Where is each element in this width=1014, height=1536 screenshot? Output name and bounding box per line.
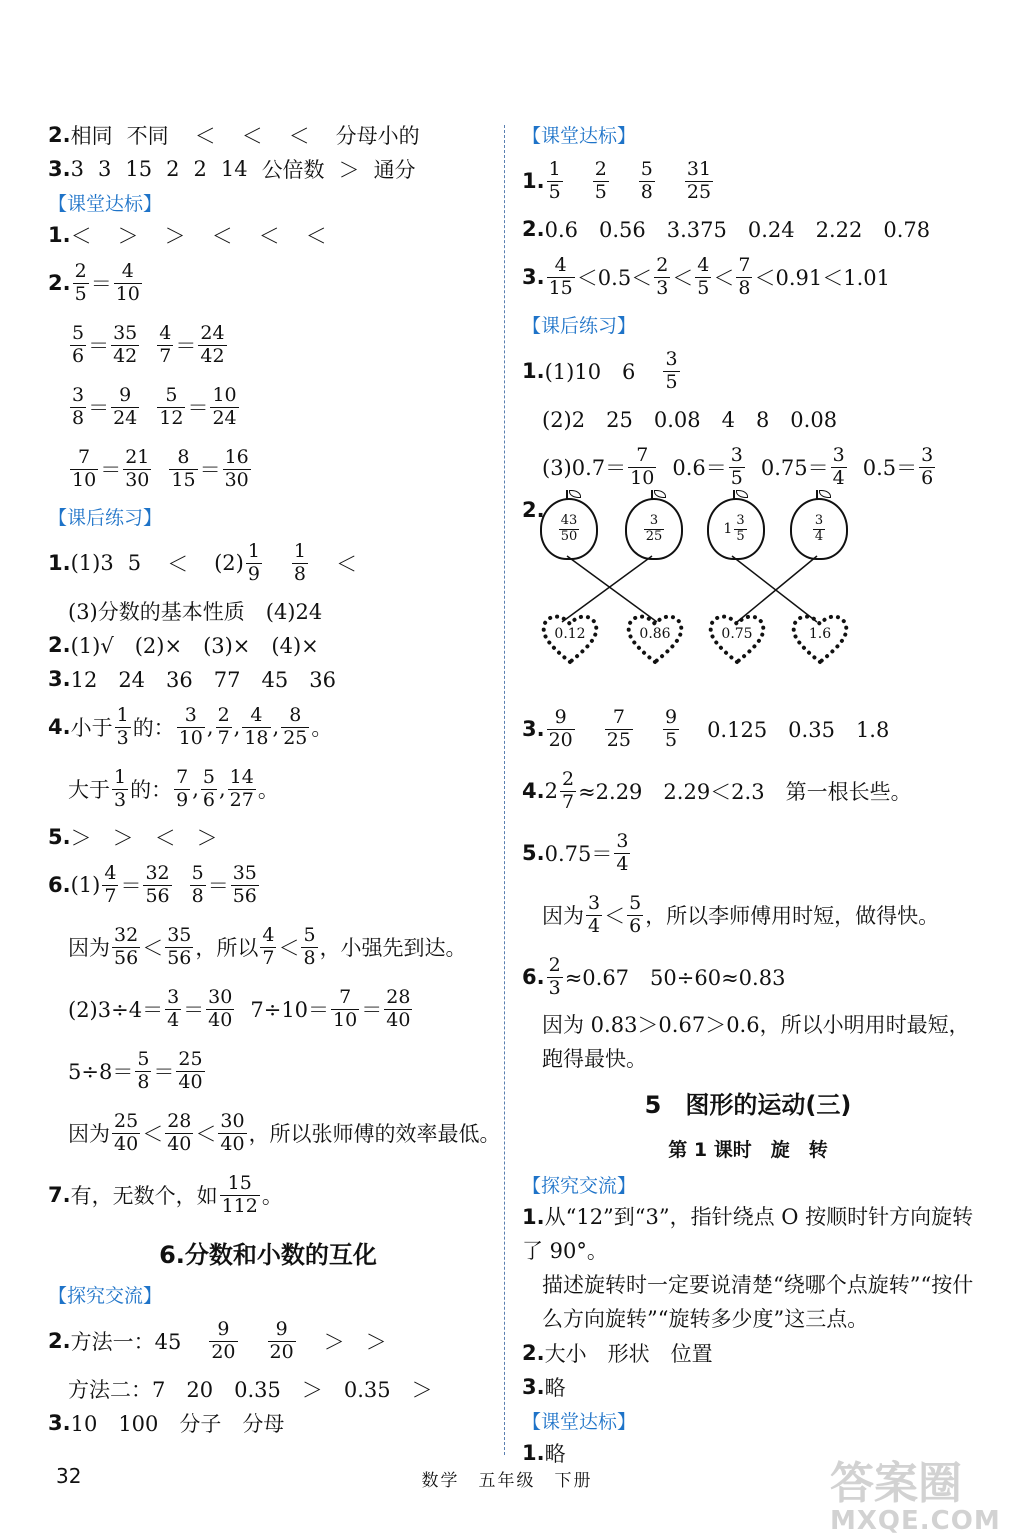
heart-card: 1.6 bbox=[790, 610, 850, 666]
fraction: 7 10 bbox=[630, 443, 655, 489]
fraction: 3 4 bbox=[588, 891, 601, 937]
fraction: 4 7 bbox=[262, 923, 275, 969]
answer-line: 2. 方法一：45 9 20 9 20 ＞ ＞ bbox=[48, 1317, 387, 1363]
fraction: 5 6 bbox=[72, 321, 85, 367]
fraction: 5 6 bbox=[202, 765, 215, 811]
apple-card: 1 3 5 bbox=[707, 498, 765, 560]
left-column bbox=[48, 118, 501, 1440]
fraction: 4 10 bbox=[115, 259, 140, 305]
fraction: 5 6 bbox=[629, 891, 642, 937]
fraction: 3 6 bbox=[921, 443, 934, 489]
fraction: 2 3 bbox=[656, 253, 669, 299]
fraction: 7 8 bbox=[738, 253, 751, 299]
answer-line: 因为 32 56 ＜ 35 56 ，所以 4 7 ＜ 5 8 ，小强先到达。 bbox=[68, 923, 467, 969]
answer-line: (2)3÷4＝ 3 4 ＝ 30 40 7÷10＝ 7 10 ＝ 28 40 bbox=[68, 985, 411, 1031]
matching-diagram: 2. 43 50 3 25 1 3 5 3 4 0.12 0.86 0.75 1.6 bbox=[522, 498, 974, 698]
apple-card: 3 25 bbox=[625, 498, 683, 560]
fraction: 5 8 bbox=[640, 157, 653, 203]
fraction: 9 20 bbox=[548, 705, 573, 751]
answer-line: 6. $\frac{2}{3}$ ≈0.67 50÷60≈0.83 bbox=[522, 953, 786, 999]
fraction: 7 9 bbox=[176, 765, 189, 811]
fraction: 10 24 bbox=[212, 383, 237, 429]
answer-line: 3. 9 20 7 25 9 5 0.125 0.35 1.8 bbox=[522, 705, 890, 751]
page-number: 32 bbox=[56, 1464, 82, 1488]
fraction: 5 8 bbox=[137, 1047, 150, 1093]
fraction: 1 3 bbox=[116, 703, 129, 749]
chapter-heading: 5 图形的运动(三) bbox=[644, 1090, 852, 1119]
fraction: 1 5 bbox=[548, 157, 561, 203]
fraction: 30 40 bbox=[220, 1109, 245, 1155]
fraction: 9 20 bbox=[269, 1317, 294, 1363]
fraction: 3 5 bbox=[665, 347, 678, 393]
fraction: 3 8 bbox=[72, 383, 85, 429]
answer-paragraph: 描述旋转时一定要说清楚“绕哪个点旋转”“按什么方向旋转”“旋转多少度”这三点。 bbox=[542, 1273, 974, 1331]
answer-line: 3. 4 15 ＜0.5＜ 2 3 ＜ 4 5 ＜ 7 8 ＜0.91＜1.01 bbox=[522, 253, 890, 299]
lesson-heading: 第 1 课时 旋 转 bbox=[668, 1138, 828, 1161]
answer-line: 1. 1 5 2 5 5 8 31 25 bbox=[522, 157, 712, 203]
answer-line: 3. 3 3 15 2 2 14 公倍数 ＞ 通分 bbox=[48, 157, 416, 182]
answer-line: 大于 1 3 的： 7 9 , 5 6 , 14 27 。 bbox=[68, 765, 279, 811]
stem-icon bbox=[816, 490, 818, 500]
fraction: 3 4 bbox=[167, 985, 180, 1031]
fraction: 1 9 bbox=[247, 539, 260, 585]
watermark-logo: 答案圈 MXQE.COM bbox=[830, 1458, 1001, 1536]
fraction: 1 3 bbox=[114, 765, 127, 811]
fraction: 8 15 bbox=[171, 445, 196, 491]
section-heading: 【探究交流】 bbox=[48, 1284, 163, 1307]
fraction: 32 56 bbox=[114, 923, 139, 969]
section-heading: 【课堂达标】 bbox=[522, 1410, 637, 1433]
apple-card: 3 4 bbox=[790, 498, 848, 560]
fraction: 3 10 bbox=[178, 703, 203, 749]
fraction: 4 7 bbox=[159, 321, 172, 367]
answer-line: 2. 2 5 ＝ 4 10 bbox=[48, 259, 140, 305]
stem-icon bbox=[733, 490, 735, 500]
fraction: 3 5 bbox=[730, 443, 743, 489]
section-heading: 【探究交流】 bbox=[522, 1174, 637, 1197]
answer-line: 5. 0.75＝ 3 4 bbox=[522, 829, 629, 875]
fraction: 5 8 bbox=[191, 861, 204, 907]
fraction: 25 40 bbox=[114, 1109, 139, 1155]
fraction: 1 8 bbox=[293, 539, 307, 585]
answer-line: 2. 0.6 0.56 3.375 0.24 2.22 0.78 bbox=[522, 217, 931, 242]
fraction: 35 56 bbox=[232, 861, 257, 907]
answer-line: 2. (1)√ (2)× (3)× (4)× bbox=[48, 633, 319, 658]
answer-line: 4. 2 $\frac{2}{7}$ ≈2.29 2.29＜2.3 第一根长些。 bbox=[522, 767, 912, 813]
fraction: 14 27 bbox=[229, 765, 254, 811]
answer-line: 因为 25 40 ＜ 28 40 ＜ 30 40 ，所以张师傅的效率最低。 bbox=[68, 1109, 501, 1155]
fraction: 28 40 bbox=[167, 1109, 192, 1155]
fraction: 21 30 bbox=[125, 445, 150, 491]
answer-line: (3)分数的基本性质 (4)24 bbox=[68, 600, 323, 624]
fraction: 4 15 bbox=[548, 253, 573, 299]
fraction: 9 24 bbox=[113, 383, 138, 429]
fraction: 5 8 bbox=[303, 923, 316, 969]
answer-line: 2. 大小 形状 位置 bbox=[522, 1341, 713, 1366]
answer-line: 因为 3 4 ＜ 5 6 ，所以李师傅用时短，做得快。 bbox=[542, 891, 940, 937]
fraction: 24 42 bbox=[200, 321, 225, 367]
fraction: 5 12 bbox=[159, 383, 184, 429]
answer-paragraph: 1.从“12”到“3”，指针绕点 O 按顺时针方向旋转了 90°。 bbox=[522, 1205, 974, 1263]
stem-icon bbox=[651, 490, 653, 500]
fraction: 3 4 bbox=[832, 443, 845, 489]
fraction: 28 40 bbox=[386, 985, 411, 1031]
answer-line: 3 8 ＝ 9 24 5 12 ＝ 10 24 bbox=[72, 383, 237, 429]
answer-line: 7. 有，无数个，如 15 112 。 bbox=[48, 1171, 283, 1217]
book-title: 数学 五年级 下册 bbox=[421, 1471, 593, 1491]
answer-line: 3. 12 24 36 77 45 36 bbox=[48, 667, 336, 692]
fraction: 15 112 bbox=[221, 1171, 258, 1217]
heart-card: 0.86 bbox=[625, 610, 685, 666]
column-divider bbox=[504, 125, 505, 1455]
answer-line: 2. 相同 不同 ＜ ＜ ＜ 分母小的 bbox=[48, 123, 420, 148]
apple-card: 43 50 bbox=[540, 498, 598, 560]
fraction: 2 5 bbox=[74, 259, 87, 305]
fraction: 4 7 bbox=[104, 861, 117, 907]
right-column bbox=[522, 118, 974, 1470]
fraction: 30 40 bbox=[208, 985, 233, 1031]
fraction: 2 5 bbox=[594, 157, 607, 203]
section-heading: 【课堂达标】 bbox=[48, 192, 163, 215]
heart-card: 0.75 bbox=[707, 610, 767, 666]
fraction: 31 25 bbox=[686, 157, 712, 203]
answer-line: 3. 略 bbox=[522, 1375, 566, 1400]
answer-line: 5÷8＝ 5 8 ＝ 25 40 bbox=[68, 1047, 203, 1093]
answer-line: 方法二：7 20 0.35 ＞ 0.35 ＞ bbox=[68, 1378, 433, 1402]
fraction: 16 30 bbox=[224, 445, 249, 491]
answer-line: 4. 小于 1 3 的： 3 10 , 2 7 , 4 18 , 8 25 。 bbox=[48, 703, 333, 749]
fraction: $\frac{2}{3}$ bbox=[548, 953, 561, 999]
answer-line: (2)2 25 0.08 4 8 0.08 bbox=[542, 408, 838, 432]
answer-line: 6. (1) 4 7 ＝ 32 56 5 8 ＝ 35 56 bbox=[48, 861, 257, 907]
chapter-heading: 6.分数和小数的互化 bbox=[159, 1240, 377, 1269]
answer-line: 5. ＞ ＞ ＜ ＞ bbox=[48, 825, 218, 850]
fraction: 8 25 bbox=[283, 703, 308, 749]
section-heading: 【课后练习】 bbox=[48, 506, 163, 529]
fraction: $\frac{2}{7}$ bbox=[561, 767, 575, 813]
fraction: 35 42 bbox=[113, 321, 138, 367]
answer-line: 1. (1)3 5 ＜ (2) 1 9 1 8 ＜ bbox=[48, 539, 358, 585]
answer-line: 3. 10 100 分子 分母 bbox=[48, 1411, 285, 1436]
fraction: 9 5 bbox=[664, 705, 678, 751]
fraction: 4 5 bbox=[697, 253, 710, 299]
fraction: 4 18 bbox=[244, 703, 269, 749]
fraction: 2 7 bbox=[217, 703, 230, 749]
fraction: 3 4 bbox=[616, 829, 629, 875]
fraction: 35 56 bbox=[167, 923, 192, 969]
fraction: 7 25 bbox=[606, 705, 631, 751]
answer-paragraph: 因为 0.83＞0.67＞0.6，所以小明用时最短，跑得最快。 bbox=[542, 1013, 970, 1071]
stem-icon bbox=[566, 490, 568, 500]
fraction: 9 20 bbox=[211, 1317, 236, 1363]
answer-line: 1. (1)10 6 3 5 bbox=[522, 347, 678, 393]
answer-line: 1. ＜ ＞ ＞ ＜ ＜ ＜ bbox=[48, 223, 327, 248]
section-heading: 【课堂达标】 bbox=[522, 124, 637, 147]
fraction: 32 56 bbox=[145, 861, 170, 907]
answer-line: 7 10 ＝ 21 30 8 15 ＝ 16 30 bbox=[72, 445, 249, 491]
fraction: 7 10 bbox=[72, 445, 97, 491]
answer-line: (3)0.7＝ 7 10 0.6＝ 3 5 0.75＝ 3 4 0.5＝ 3 6 bbox=[542, 443, 934, 489]
section-heading: 【课后练习】 bbox=[522, 314, 637, 337]
fraction: 25 40 bbox=[178, 1047, 203, 1093]
heart-card: 0.12 bbox=[540, 610, 600, 666]
answer-line: 1. 略 bbox=[522, 1441, 566, 1466]
answer-line: 5 6 ＝ 35 42 4 7 ＝ 24 42 bbox=[72, 321, 225, 367]
fraction: 7 10 bbox=[333, 985, 358, 1031]
